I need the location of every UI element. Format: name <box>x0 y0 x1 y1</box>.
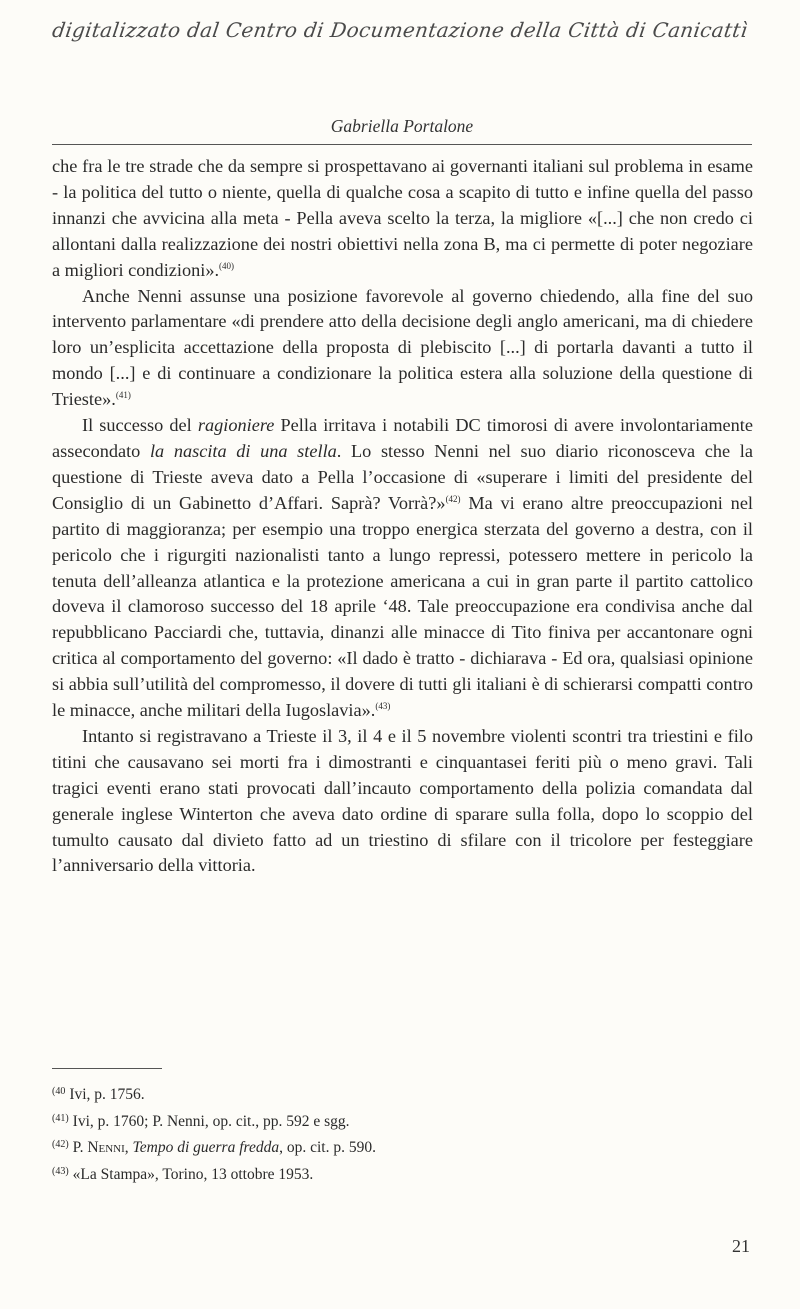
text-run: Intanto si registravano a Trieste il 3, il 4 e il 5 novembre violenti scontri tra triestini e filo titini che causavano sei morti fra i dimostranti e cinquantasei feriti più o meno gravi. Tali tragici eventi erano stati provocati dall’incauto comportamento della polizia comandata dal generale inglese Winterton che aveva dato ordine di sparare sulla folla, dopo lo scoppio del tumulto causato dal divieto fatto ad un triestino di sfilare con il tricolore per festeggiare l’anniversario della vittoria. <box>52 725 753 876</box>
footnote <box>52 1160 752 1187</box>
italic-text: la nascita di una stella <box>149 440 337 461</box>
body-paragraph <box>52 413 753 724</box>
footnotes <box>52 1080 752 1186</box>
text-run: che fra le tre strade che da sempre si prospettavano ai governanti italiani sul problema in esame - la politica del tutto o niente, quella di qualche cosa a scapito di tutto e infine quella del passo innanzi che avvicina alla meta - Pella aveva scelto la terza, la migliore «[...] che non credo ci allontani dalla realizzazione dei nostri obiettivi nella zona B, ma ci permette di poter negoziare a migliori condizioni». <box>52 156 753 280</box>
text-run: Il successo del <box>82 415 198 436</box>
italic-text: ragioniere <box>197 415 275 436</box>
footnote-ref: (43) <box>375 701 391 712</box>
header-rule <box>52 144 752 145</box>
body-paragraph <box>52 284 753 414</box>
body-text <box>52 154 753 879</box>
footnote-ref: (41) <box>115 390 131 401</box>
italic-text: Tempo di guerra fredda <box>132 1139 280 1156</box>
running-head-author: Gabriella Portalone <box>330 116 474 136</box>
text-run: . Lo stesso Nenni nel suo diario riconosceva che la questione di Trieste aveva dato a Pella l’occasione di «superare i limiti del presidente del Consiglio di un Gabinetto d’Affari. Saprà? Vorrà?» <box>52 440 753 513</box>
text-run: Pella irritava i notabili DC timorosi di avere involontariamente assecondato <box>52 415 753 461</box>
footnote <box>52 1080 752 1107</box>
digitization-watermark: digitalizzato dal Centro di Documentazione della Città di Canicattì <box>50 18 750 42</box>
text-run: Ivi, p. 1760; P. Nenni, op. cit., pp. 592 e sgg. <box>72 1112 350 1130</box>
small-caps-text: Nenni <box>87 1139 125 1156</box>
footnote-number: (43) <box>52 1165 69 1177</box>
text-run: Ivi, p. 1756. <box>69 1086 145 1103</box>
footnote <box>52 1133 752 1160</box>
text-run: , op. cit. p. 590. <box>279 1139 376 1156</box>
footnotes-rule <box>52 1068 162 1069</box>
text-run: , <box>124 1139 133 1156</box>
footnote-number: (40 <box>52 1086 66 1097</box>
footnote-number: (42) <box>52 1139 69 1150</box>
footnote <box>52 1107 752 1134</box>
text-run: Ma vi erano altre preoccupazioni nel partito di maggioranza; per esempio una troppo energica sterzata del governo a destra, con il pericolo che i rigurgiti nazionalisti tanto a lungo repressi, potessero mettere in pericolo la tenuta dell’alleanza atlantica e la protezione americana a cui in gran parte il partito cattolico doveva il clamoroso successo del 18 aprile ‘48. Tale preoccupazione era condivisa anche dal repubblicano Pacciardi che, tuttavia, dinanzi alle minacce di Tito finiva per accantonare ogni critica al comportamento del governo: «Il dado è tratto - dichiarava - Ed ora, qualsiasi opinione si abbia sull’utilità del compromesso, il dovere di tutti gli italiani è di schierarsi compatti contro le minacce, anche militari della Iugoslavia». <box>52 492 754 721</box>
body-paragraph <box>52 154 753 284</box>
text-run: Anche Nenni assunse una posizione favorevole al governo chiedendo, alla fine del suo intervento parlamentare «di prendere atto della decisione degli anglo americani, ma di chiedere loro un’esplicita accettazione della proposta di plebiscito [...] di portarla davanti a tutto il mondo [...] e di continuare a condizionare la politica estera alla soluzione della questione di Trieste». <box>52 285 753 410</box>
footnote-ref: (40) <box>219 260 235 271</box>
text-run: «La Stampa», Torino, 13 ottobre 1953. <box>72 1165 314 1183</box>
footnote-number: (41) <box>52 1112 69 1124</box>
text-run: P. <box>72 1139 88 1156</box>
body-paragraph <box>52 724 753 879</box>
footnote-ref: (42) <box>445 493 461 504</box>
page-number: 21 <box>732 1236 750 1256</box>
